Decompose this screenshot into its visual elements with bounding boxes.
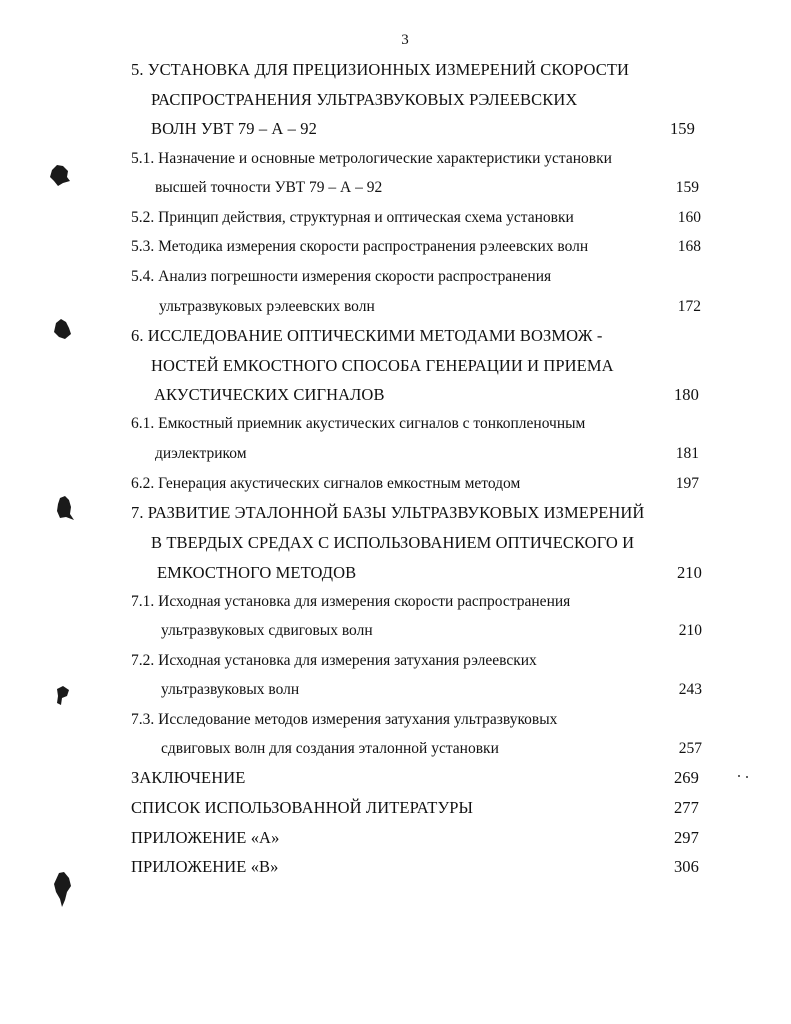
scan-speck-icon <box>736 772 752 780</box>
toc-section-5-4-line-1: 5.4. Анализ погрешности измерения скорости распространения <box>131 268 552 285</box>
toc-chapter-5-title-line-2: РАСПРОСТРАНЕНИЯ УЛЬТРАЗВУКОВЫХ РЭЛЕЕВСКИХ <box>151 90 578 109</box>
toc-section-6-1-page: 181 <box>675 445 699 462</box>
scan-blot-icon <box>53 684 73 708</box>
toc-section-7-1-page: 210 <box>678 622 702 639</box>
toc-section-7-3-page: 257 <box>678 740 702 757</box>
toc-section-5-3-page: 168 <box>677 238 701 255</box>
toc-section-7-3-line-2: сдвиговых волн для создания эталонной установки <box>161 740 499 757</box>
toc-chapter-5-page: 159 <box>669 119 695 138</box>
toc-chapter-6-title-line-2: НОСТЕЙ ЕМКОСТНОГО СПОСОБА ГЕНЕРАЦИИ И ПРИЕМА <box>151 356 614 375</box>
toc-chapter-7-title-line-2: В ТВЕРДЫХ СРЕДАХ С ИСПОЛЬЗОВАНИЕМ ОПТИЧЕСКОГО И <box>151 533 635 552</box>
toc-chapter-5-title-line-1: 5. УСТАНОВКА ДЛЯ ПРЕЦИЗИОННЫХ ИЗМЕРЕНИЙ СКОРОСТИ <box>131 60 630 79</box>
toc-chapter-6-title-line-3: АКУСТИЧЕСКИХ СИГНАЛОВ <box>154 385 385 404</box>
toc-section-7-1-line-1: 7.1. Исходная установка для измерения скорости распространения <box>131 593 571 610</box>
toc-appendix-a-title: ПРИЛОЖЕНИЕ «А» <box>131 828 280 847</box>
toc-references-page: 277 <box>673 798 699 817</box>
toc-chapter-6-title-line-1: 6. ИССЛЕДОВАНИЕ ОПТИЧЕСКИМИ МЕТОДАМИ ВОЗМОЖ - <box>131 326 603 345</box>
scan-blot-icon <box>51 870 75 910</box>
toc-references-title: СПИСОК ИСПОЛЬЗОВАННОЙ ЛИТЕРАТУРЫ <box>131 798 474 817</box>
toc-section-7-1-line-2: ультразвуковых сдвиговых волн <box>161 622 373 639</box>
toc-section-5-1-page: 159 <box>675 179 699 196</box>
toc-section-7-2-page: 243 <box>678 681 702 698</box>
toc-section-7-2-line-1: 7.2. Исходная установка для измерения затухания рэлеевских <box>131 652 537 669</box>
toc-appendix-b-page: 306 <box>673 857 699 876</box>
scan-blot-icon <box>54 494 76 524</box>
toc-section-6-1-line-1: 6.1. Емкостный приемник акустических сигналов с тонкопленочным <box>131 415 586 432</box>
toc-section-5-3-line-1: 5.3. Методика измерения скорости распространения рэлеевских волн <box>131 238 589 255</box>
toc-section-5-2-line-1: 5.2. Принцип действия, структурная и оптическая схема установки <box>131 209 574 226</box>
toc-section-7-2-line-2: ультразвуковых волн <box>161 681 300 698</box>
toc-conclusion-title: ЗАКЛЮЧЕНИЕ <box>131 768 246 787</box>
toc-chapter-5-title-line-3: ВОЛН УВТ 79 – А – 92 <box>151 119 317 138</box>
page-number: 3 <box>401 32 409 48</box>
scan-blot-icon <box>51 317 73 343</box>
toc-section-5-4-line-2: ультразвуковых рэлеевских волн <box>159 298 375 315</box>
scan-blot-icon <box>48 162 72 188</box>
toc-chapter-7-title-line-1: 7. РАЗВИТИЕ ЭТАЛОННОЙ БАЗЫ УЛЬТРАЗВУКОВЫХ ИЗМЕРЕНИЙ <box>131 503 645 522</box>
toc-section-5-2-page: 160 <box>677 209 701 226</box>
toc-chapter-6-page: 180 <box>673 385 699 404</box>
toc-section-5-4-page: 172 <box>677 298 701 315</box>
toc-appendix-b-title: ПРИЛОЖЕНИЕ «В» <box>131 857 279 876</box>
toc-section-6-2-page: 197 <box>675 475 699 492</box>
toc-chapter-7-page: 210 <box>676 563 702 582</box>
toc-section-5-1-line-2: высшей точности УВТ 79 – А – 92 <box>155 179 383 196</box>
toc-chapter-7-title-line-3: ЕМКОСТНОГО МЕТОДОВ <box>157 563 357 582</box>
toc-section-6-2-line-1: 6.2. Генерация акустических сигналов емкостным методом <box>131 475 521 492</box>
toc-section-5-1-line-1: 5.1. Назначение и основные метрологические характеристики установки <box>131 150 612 167</box>
toc-section-6-1-line-2: диэлектриком <box>155 445 247 462</box>
toc-section-7-3-line-1: 7.3. Исследование методов измерения затухания ультразвуковых <box>131 711 558 728</box>
toc-appendix-a-page: 297 <box>673 828 699 847</box>
toc-conclusion-page: 269 <box>673 768 699 787</box>
